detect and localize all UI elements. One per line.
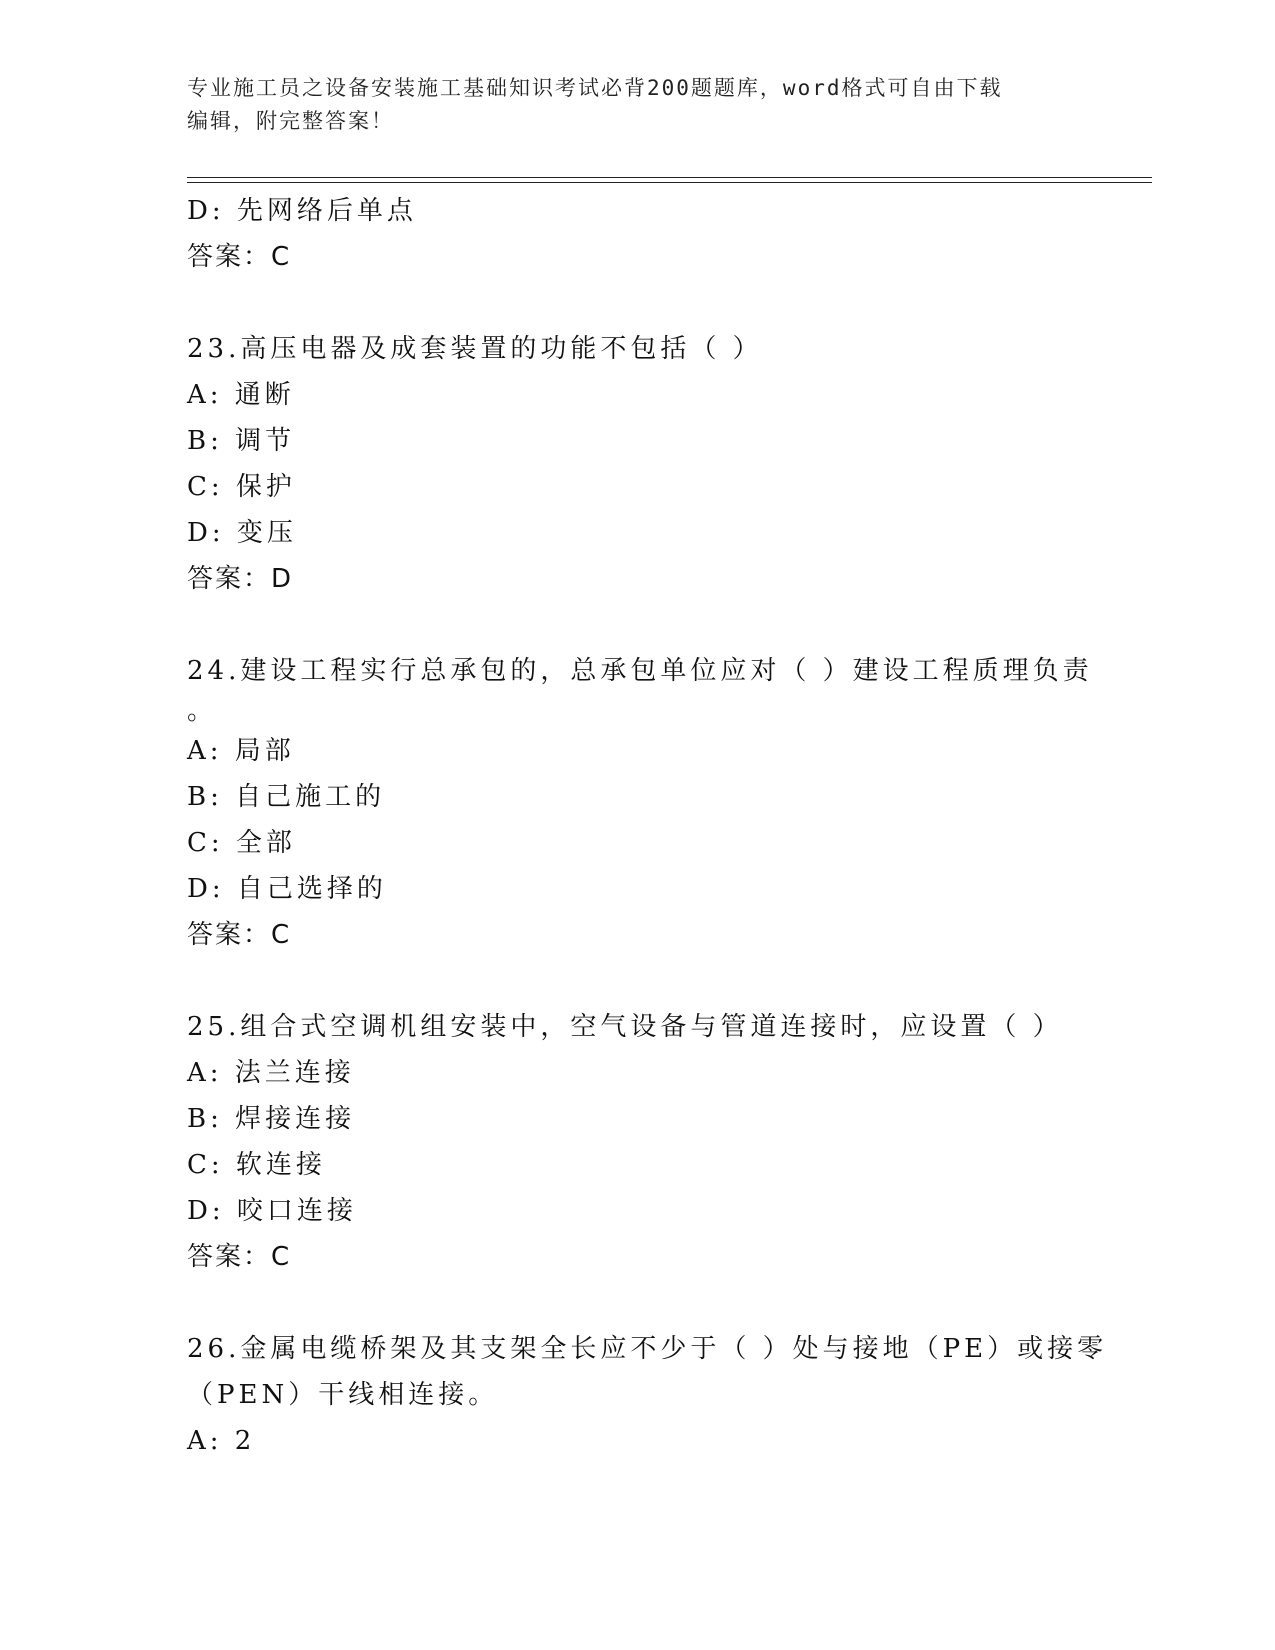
header-line-2: 编辑，附完整答案！ (187, 109, 394, 133)
spacer (187, 1280, 1087, 1326)
question-23-option-b: B: 调节 (187, 426, 296, 456)
question-24-answer: 答案：C (187, 920, 292, 950)
question-24-title-cont: 。 (187, 696, 218, 726)
question-25-title: 25.组合式空调机组安装中，空气设备与管道连接时，应设置（ ） (187, 1012, 1063, 1042)
question-23-option-a: A: 通断 (187, 380, 295, 410)
prev-answer: 答案：C (187, 242, 292, 272)
header-rule-bottom (187, 182, 1152, 183)
question-24-option-c: C: 全部 (187, 828, 296, 858)
question-25-answer: 答案：C (187, 1242, 292, 1272)
question-23-title: 23.高压电器及成套装置的功能不包括（ ） (187, 334, 763, 364)
document-body (187, 188, 1108, 1464)
question-24-option-a: A: 局部 (187, 736, 295, 766)
question-26-option-a: A: 2 (187, 1426, 256, 1456)
spacer (187, 602, 1087, 648)
question-23-option-d: D: 变压 (187, 518, 297, 548)
question-24-option-b: B: 自己施工的 (187, 782, 386, 812)
question-26-title-cont: （PEN）干线相连接。 (187, 1380, 499, 1410)
header-line-1: 专业施工员之设备安装施工基础知识考试必背200题题库，word格式可自由下载 (187, 76, 1003, 100)
question-26-title: 26.金属电缆桥架及其支架全长应不少于（ ）处与接地（PE）或接零 (187, 1334, 1108, 1364)
prev-option-d: D: 先网络后单点 (187, 196, 417, 226)
question-24-title: 24.建设工程实行总承包的，总承包单位应对（ ）建设工程质理负责 (187, 656, 1093, 686)
question-23-option-c: C: 保护 (187, 472, 296, 502)
header-rule-top (187, 177, 1152, 178)
question-25-option-a: A: 法兰连接 (187, 1058, 355, 1088)
question-24-option-d: D: 自己选择的 (187, 874, 387, 904)
question-25-option-b: B: 焊接连接 (187, 1104, 356, 1134)
question-25-option-d: D: 咬口连接 (187, 1196, 357, 1226)
spacer (187, 958, 1087, 1004)
spacer (187, 280, 1087, 326)
question-23-answer: 答案：D (187, 564, 294, 594)
question-25-option-c: C: 软连接 (187, 1150, 326, 1180)
document-header (187, 72, 1087, 138)
